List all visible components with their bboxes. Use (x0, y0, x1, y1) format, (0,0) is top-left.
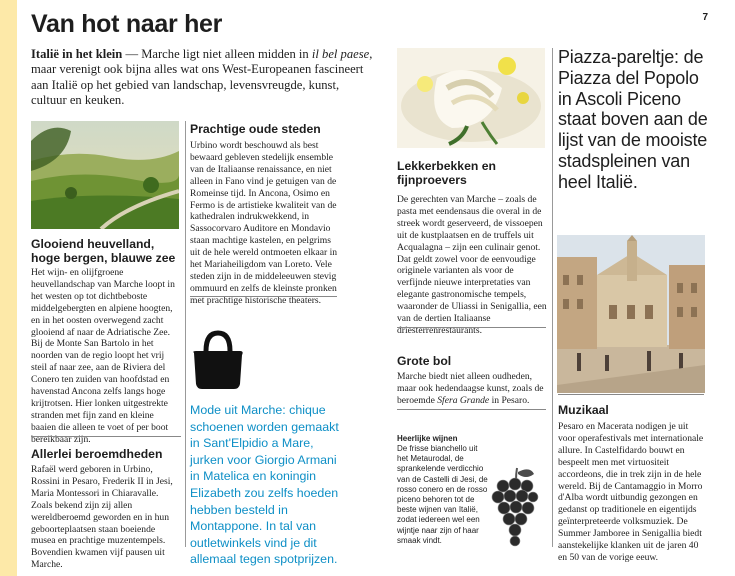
intro-lead: Italië in het klein (31, 47, 123, 61)
page-margin-strip (0, 0, 17, 576)
text-stage: Marche biedt niet alleen oudheden, maar ook hedendaagse kunst, zoals de beroemde Sfera Grande in Pesaro. (397, 371, 544, 406)
divider (31, 436, 181, 437)
food-photo (397, 48, 545, 148)
column-divider (185, 121, 186, 547)
piazza-photo (557, 235, 705, 393)
heading-stage: Grote bol (397, 354, 452, 368)
text-towns: Urbino wordt beschouwd als best bewaard gebleven stedelijk ensemble van de Italiaanse renaissance, en niet alleen in Fano vind je getuigen van de Romeinse tijd. In Ancona, Osimo en Fermo is de artistieke kwaliteit van de kathedralen indrukwekkend, in Sassocorvaro Auditore en Mondavio staan machtige kastelen, en pelgrims uit de hele wereld ontmoeten elkaar in het Mariaheiligdom van Loreto. Vele steden zijn in de middeleeuwen stevig ommuurd en zelfs de kleinste pronken met prachtige historische theaters. (190, 140, 338, 306)
intro-paragraph: Italië in het klein — Marche ligt niet alleen midden in il bel paese, maar verenigt ook bijna alles wat ons West-Europeanen fascineert aan Italië op het gebied van landschap, levensvreugde, kunst, cultuur en keuken. (31, 47, 373, 108)
divider (397, 409, 546, 410)
text-hills: Het wijn- en olijfgroene heuvellandschap van Marche loopt in het westen op tot dichtbeboste middelgebergten en alpiene hoogten, en in het oosten overwegend zacht glooiend af naar de Adriatische Zee. Bij de Monte San Bartolo in het noorden van de regio loopt het vrij steil af naar zee, aan de Riviera del Conero ten zuiden van hoofdstad en havenstad Ancona zelfs langs hoge krijtrotsen. Hier lonken uitgestrekte stranden met fijn zand en kleine baaien die alleen te voet of per boot bereikbaar zijn. (31, 267, 175, 445)
page-number: 7 (702, 12, 708, 23)
wine-box-title: Heerlijke wijnen (397, 434, 458, 443)
grapes-icon (490, 462, 540, 550)
page-title: Van hot naar her (31, 10, 223, 38)
column-divider (552, 48, 553, 547)
divider (190, 296, 337, 297)
heading-hills: Glooiend heuvelland, hoge bergen, blauwe zee (31, 237, 176, 265)
handbag-icon (190, 329, 246, 391)
text-music: Pesaro en Macerata nodigen je uit voor operafestivals met internationale allure. In Castelfidardo bouwt en bespeelt men met virtuositeit accordeons, die in trek zijn in de hele wereld. Bij de Cantamaggio in Morro d'Alba wordt uitbundig gezongen en gedanst op traditionele en eigentijds geïnterpreteerde volksmuziek. De Summer Jamboree in Senigallia biedt aanstekelijke klanken uit de jaren 40 en 50 van de vorige eeuw. (558, 421, 704, 563)
divider (558, 394, 704, 395)
piazza-quote: Piazza-pareltje: de Piazza del Popolo in Ascoli Piceno staat boven aan de lijst van de mooiste stadspleinen van heel Italië. (558, 47, 708, 192)
heading-music: Muzikaal (558, 403, 609, 417)
landscape-photo (31, 121, 179, 229)
heading-celebrities: Allerlei beroemdheden (31, 447, 163, 461)
fashion-quote: Mode uit Marche: chique schoenen worden gemaakt in Sant'Elpidio a Mare, jurken voor Giorgio Armani in Matelica en koningin Elizabeth zou zelfs hoeden hebben besteld in Montappone. In tal van outletwinkels vind je dit allemaal tegen spotprijzen. (190, 403, 339, 567)
heading-food: Lekkerbekken en fijnproevers (397, 159, 496, 187)
heading-towns: Prachtige oude steden (190, 122, 321, 136)
text-celebrities: Rafaël werd geboren in Urbino, Rossini in Pesaro, Frederik II in Jesi, Maria Montessori in Chiaravalle. Zoals bekend zijn zij allen wereldberoemd geworden en in hun geboorteplaatsen staan boeiende musea en prachtige muzentempels. Bovendien kwamen vijf pausen uit Marche. (31, 464, 173, 571)
wine-box-text: De frisse bianchello uit het Metaurodal, de sprankelende verdicchio van de Castelli di Jesi, de rosso conero en de rosso piceno behoren tot de beste wijnen van Italië, zodat iedereen wel een wijntje naar zijn of haar smaak vindt. (397, 444, 488, 545)
text-food: De gerechten van Marche – zoals de pasta met eendensaus die overal in de streek wordt geserveerd, de vissoepen uit de kustplaatsen en de truffels uit Acqualagna – zijn een culinair genot. Dat geldt zowel voor de eenvoudige originele varianten als voor de verfijnde nieuwe interpretaties van elegante gastronomische tempels, waaronder de Uliassi in Senigallia, een van de dertien Italiaanse driesterrenrestaurants. (397, 194, 547, 336)
divider (397, 327, 546, 328)
